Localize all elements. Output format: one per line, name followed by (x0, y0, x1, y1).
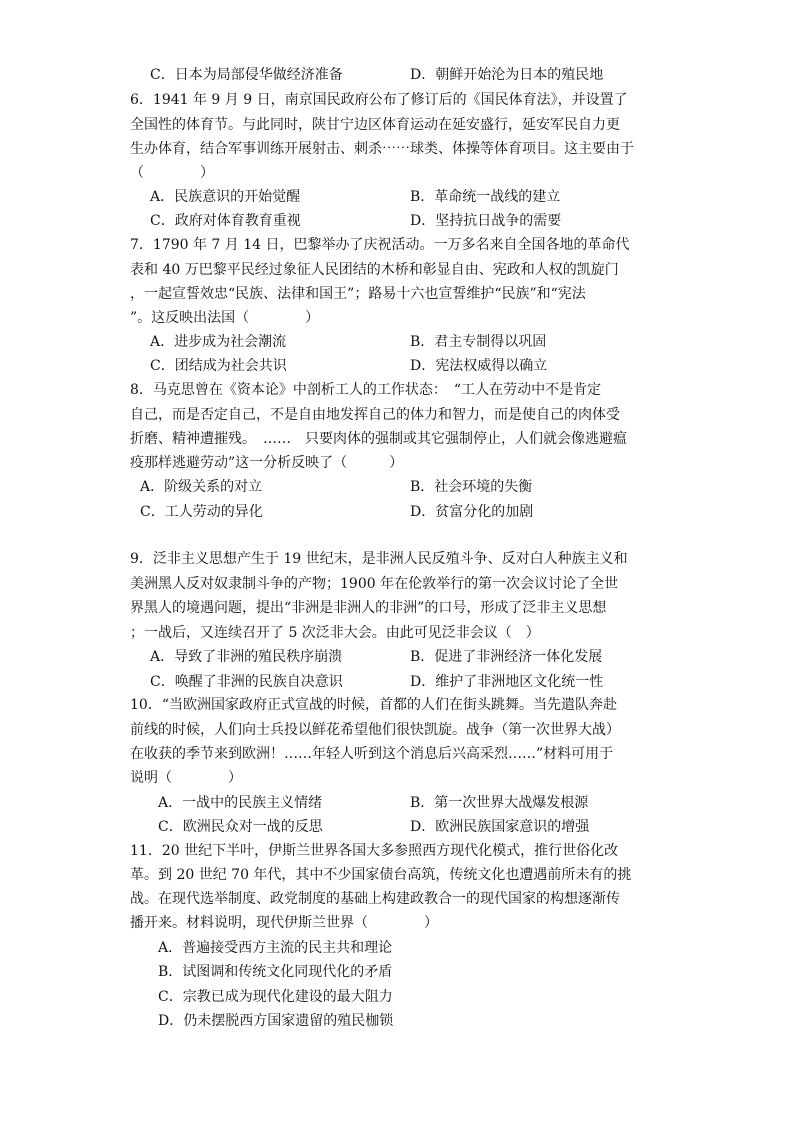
q6-stem-line: 全国性的体育节。与此同时，陕甘宁边区体育运动在延安盛行，延安军民自力更 (130, 117, 620, 133)
q7-option-a: A．进步成为社会潮流 (150, 334, 287, 350)
q5-option-d: D．朝鲜开始沦为日本的殖民地 (410, 67, 604, 83)
q9-option-c: C．唤醒了非洲的民族自决意识 (150, 674, 343, 690)
q9-option-b: B．促进了非洲经济一体化发展 (410, 649, 603, 665)
q11-option-b: B．试图调和传统文化同现代化的矛盾 (158, 964, 393, 980)
q9-stem-line: 9．泛非主义思想产生于 19 世纪末，是非洲人民反殖斗争、反对白人种族主义和 (130, 551, 628, 567)
q11-option-c: C．宗教已成为现代化建设的最大阻力 (158, 989, 393, 1005)
q10-option-d: D．欧洲民族国家意识的增强 (410, 819, 590, 835)
q7-option-c: C．团结成为社会共识 (150, 358, 287, 374)
q10-stem-line: 10．“当欧洲国家政府正式宣战的时候，首都的人们在街头跳舞。当先遣队奔赴 (130, 697, 617, 713)
q7-stem-line: 表和 40 万巴黎平民经过象征人民团结的木桥和彰显自由、宪政和人权的凯旋门 (130, 262, 619, 278)
q6-stem-line: 6．1941 年 9 月 9 日，南京国民政府公布了修订后的《国民体育法》，并设置了 (130, 92, 628, 108)
q8-option-b: B．社会环境的失衡 (410, 479, 533, 495)
q5-option-c: C．日本为局部侵华做经济准备 (150, 67, 343, 83)
q7-stem-line: ”。这反映出法国（ ） (130, 310, 320, 326)
q11-stem-line: 革。到 20 世纪 70 年代，其中不少国家债台高筑，传统文化也遭遇前所未有的挑 (130, 867, 632, 883)
q7-option-d: D．宪法权威得以确立 (410, 358, 548, 374)
q9-option-a: A．导致了非洲的殖民秩序崩溃 (150, 649, 343, 665)
q7-stem-line: ，一起宣誓效忠“民族、法律和国王”；路易十六也宣誓维护“民族”和“宪法 (130, 286, 586, 302)
q6-option-c: C．政府对体育教育重视 (150, 213, 301, 229)
q11-stem-line: 战。在现代选举制度、政党制度的基础上构建政教合一的现代国家的构想逐渐传 (130, 891, 620, 907)
q8-stem-line: 自己，而是否定自己，不是自由地发挥自己的体力和智力，而是使自己的肉体受 (130, 407, 620, 423)
q8-option-d: D．贫富分化的加剧 (410, 504, 534, 520)
q6-option-a: A．民族意识的开始觉醒 (150, 189, 301, 205)
q9-stem-line: 界黑人的境遇问题，提出“非洲是非洲人的非洲”的口号，形成了泛非主义思想 (130, 600, 607, 616)
q9-option-d: D．维护了非洲地区文化统一性 (410, 674, 604, 690)
q10-stem-line: 在收获的季节来到欧洲！……年轻人听到这个消息后兴高采烈……”材料可用于 (130, 746, 614, 762)
q10-option-a: A．一战中的民族主义情绪 (158, 795, 323, 811)
q7-stem-line: 7．1790 年 7 月 14 日，巴黎举办了庆祝活动。一万多名来自全国各地的革命代 (130, 237, 630, 253)
q7-option-b: B．君主专制得以巩固 (410, 334, 547, 350)
q6-stem-line: （ ） (130, 165, 214, 181)
q8-option-a: A．阶级关系的对立 (140, 479, 263, 495)
q10-stem-line: 前线的时候，人们向士兵投以鲜花希望他们很快凯旋。战争（第一次世界大战） (130, 722, 620, 738)
q10-stem-line: 说明（ ） (130, 770, 242, 786)
q10-option-b: B．第一次世界大战爆发根源 (410, 795, 589, 811)
q11-option-d: D．仍未摆脱西方国家遗留的殖民枷锁 (158, 1013, 394, 1029)
q11-stem-line: 播开来。材料说明，现代伊斯兰世界（ ） (130, 915, 438, 931)
q9-stem-line: 美洲黑人反对奴隶制斗争的产物；1900 年在伦敦举行的第一次会议讨论了全世 (130, 576, 619, 592)
q11-option-a: A．普遍接受西方主流的民主共和理论 (158, 940, 393, 956)
q8-stem-line: 折磨、精神遭摧残。 …… 只要肉体的强制或其它强制停止，人们就会像逃避瘟 (130, 431, 627, 447)
q6-option-d: D．坚持抗日战争的需要 (410, 213, 562, 229)
q8-stem-line: 8．马克思曾在《资本论》中剖析工人的工作状态： “工人在劳动中不是肯定 (130, 382, 602, 398)
q9-stem-line: ；一战后，又连续召开了 5 次泛非大会。由此可见泛非会议（ ） (130, 625, 540, 641)
q10-option-c: C．欧洲民众对一战的反思 (158, 819, 323, 835)
q8-option-c: C．工人劳动的异化 (140, 504, 263, 520)
q6-option-b: B．革命统一战线的建立 (410, 189, 561, 205)
q8-stem-line: 疫那样逃避劳动”这一分析反映了（ ） (130, 455, 404, 471)
q11-stem-line: 11．20 世纪下半叶，伊斯兰世界各国大多参照西方现代化模式，推行世俗化改 (130, 843, 619, 859)
q6-stem-line: 生办体育，结合军事训练开展射击、刺杀⋯⋯球类、体操等体育项目。这主要由于 (130, 141, 634, 157)
